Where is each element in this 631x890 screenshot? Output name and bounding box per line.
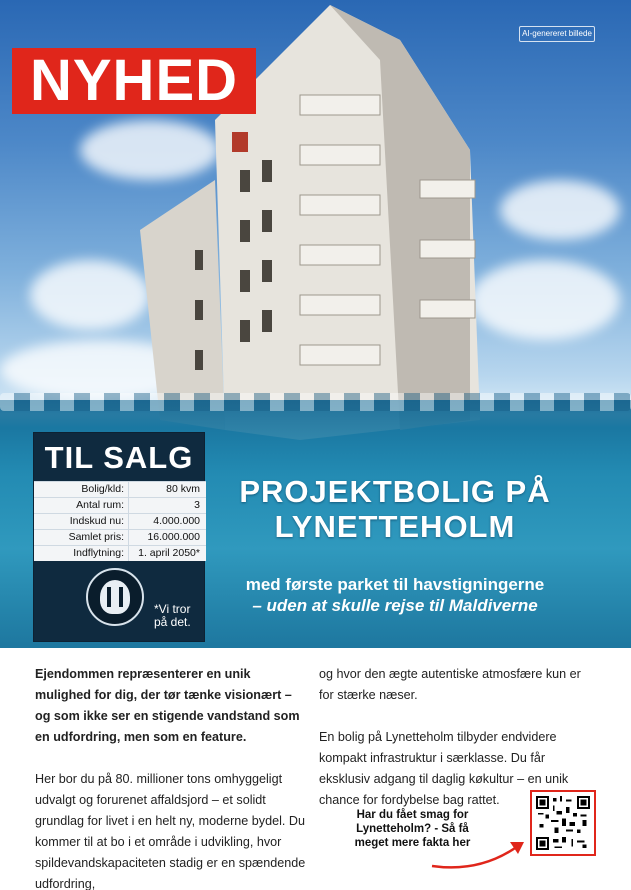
spec-label: Samlet pris:: [34, 530, 129, 545]
spec-row: [34, 481, 206, 497]
qr-call-to-action: Har du fået smag for Lynetteholm? - Så få meget mere fakta her: [354, 809, 471, 849]
spec-row: [34, 513, 206, 529]
spec-label: Bolig/kld:: [34, 482, 129, 497]
spec-label: Antal rum:: [34, 498, 129, 513]
campaign-logo-icon: [86, 568, 144, 626]
subheadline: med første parket til havstigningerne: [245, 575, 545, 594]
spec-row: [34, 497, 206, 513]
spec-label: Indflytning:: [34, 546, 129, 561]
for-sale-title: TIL SALG: [44, 440, 194, 475]
headline-line-1: PROJEKTBOLIG PÅ: [239, 474, 551, 509]
spec-value: 4.000.000: [153, 515, 200, 527]
body-paragraph: En bolig på Lynetteholm tilbyder endvidere kompakt infrastruktur i særklasse. Du får eksklusiv adgang til daglig køkultur – en unik chance for fordybelse bag rattet.: [319, 730, 569, 807]
body-paragraph: og hvor den ægte autentiske atmosfære kun er for stærke næser.: [319, 667, 581, 702]
qr-code-icon: [536, 796, 590, 850]
spec-label: Indskud nu:: [34, 514, 129, 529]
spec-row: [34, 545, 206, 561]
ai-generated-badge: AI-genereret billede: [519, 26, 595, 42]
arrow-icon: [430, 832, 530, 872]
nyhed-banner: NYHED: [12, 48, 256, 114]
spec-value: 16.000.000: [147, 531, 200, 543]
spec-value: 3: [194, 499, 200, 511]
lead-paragraph: Ejendommen repræsenterer en unik mulighed for dig, der tør tænke visionært – og som ikke ser en stigende vandstand som en udfordring, men som en feature.: [35, 667, 300, 744]
spec-row: [34, 529, 206, 545]
spec-table: [34, 481, 206, 561]
headline-line-2: LYNETTEHOLM: [274, 509, 516, 544]
spec-value: 80 kvm: [166, 483, 200, 495]
spec-value: 1. april 2050*: [138, 547, 200, 559]
subheadline-italic: – uden at skulle rejse til Maldiverne: [252, 596, 538, 615]
water-surface: [0, 393, 631, 411]
footnote: *Vi tror på det.: [154, 602, 191, 629]
headline: [205, 474, 585, 544]
body-paragraph: Her bor du på 80. millioner tons omhyggeligt udvalgt og forurenet affaldsjord – et solidt grundlag for livet i en helt ny, moderne bydel. Du kommer til at bo i et område i udvikling, hvor spildevandskapaciteten stadig er en spændende udfordring,: [35, 772, 306, 890]
body-column-left: [35, 664, 310, 890]
qr-code[interactable]: [530, 790, 596, 856]
for-sale-box: [33, 432, 205, 642]
